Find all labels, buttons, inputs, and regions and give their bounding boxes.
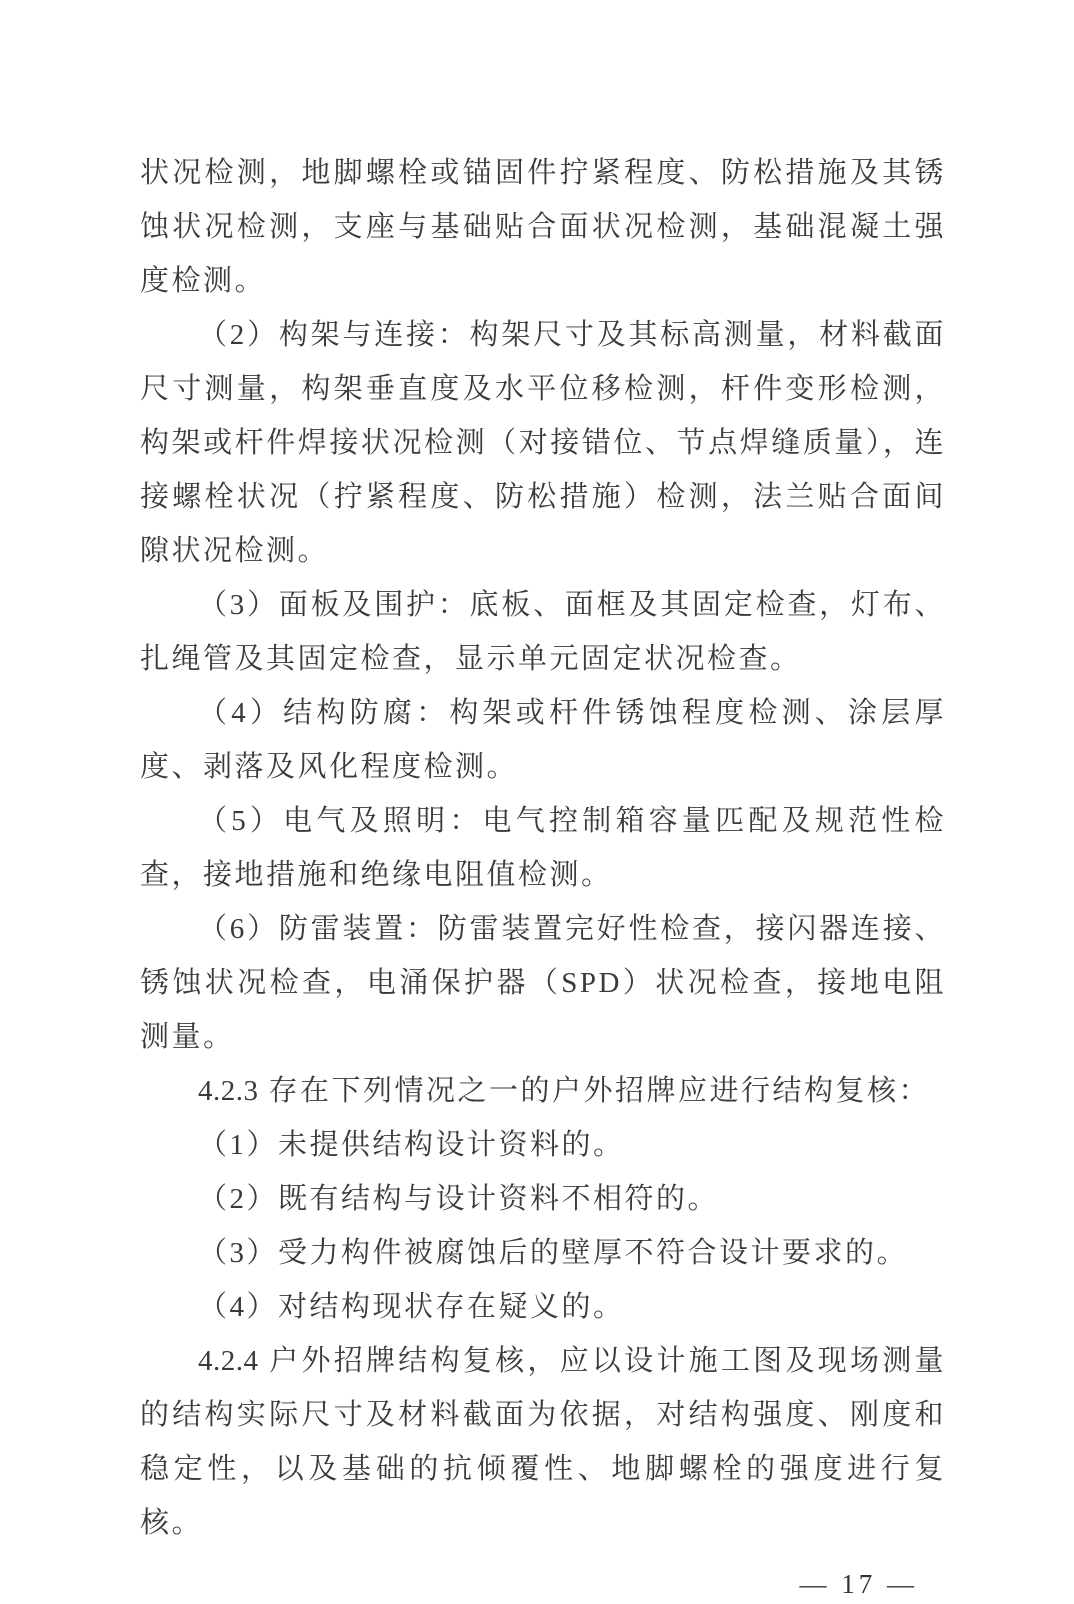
paragraph: [140, 1226, 946, 1280]
paragraph-text: （4）对结构现状存在疑义的。: [198, 1291, 625, 1323]
paragraph: [140, 308, 946, 578]
paragraph: [140, 1064, 946, 1118]
paragraph-text: （6）防雷装置：防雷装置完好性检查，接闪器连接、锈蚀状况检查，电涌保护器（SPD）状况检查，接地电阻测量。: [140, 913, 946, 1053]
paragraph: [140, 794, 946, 902]
paragraph: [140, 578, 946, 686]
paragraph-text: （4）结构防腐：构架或杆件锈蚀程度检测、涂层厚度、剥落及风化程度检测。: [140, 697, 946, 783]
section-number: 4.2.3: [198, 1075, 259, 1107]
paragraph-text: 户外招牌结构复核，应以设计施工图及现场测量的结构实际尺寸及材料截面为依据，对结构强度、刚度和稳定性，以及基础的抗倾覆性、地脚螺栓的强度进行复核。: [140, 1345, 946, 1539]
paragraph: [140, 902, 946, 1064]
paragraph: [140, 1334, 946, 1550]
paragraph: [140, 146, 946, 308]
paragraph-text: （1）未提供结构设计资料的。: [198, 1129, 625, 1161]
paragraph-text: （5）电气及照明：电气控制箱容量匹配及规范性检查，接地措施和绝缘电阻值检测。: [140, 805, 946, 891]
paragraph-text: 存在下列情况之一的户外招牌应进行结构复核：: [268, 1075, 931, 1107]
paragraph: [140, 686, 946, 794]
document-body: [140, 146, 946, 1550]
paragraph: [140, 1280, 946, 1334]
paragraph-text: （2）构架与连接：构架尺寸及其标高测量，材料截面尺寸测量，构架垂直度及水平位移检测，杆件变形检测，构架或杆件焊接状况检测（对接错位、节点焊缝质量），连接螺栓状况（拧紧程度、防松措施）检测，法兰贴合面间隙状况检测。: [140, 319, 946, 567]
paragraph: [140, 1118, 946, 1172]
section-number: 4.2.4: [198, 1345, 259, 1377]
paragraph-text: （3）受力构件被腐蚀后的壁厚不符合设计要求的。: [198, 1237, 909, 1269]
paragraph-text: 状况检测，地脚螺栓或锚固件拧紧程度、防松措施及其锈蚀状况检测，支座与基础贴合面状况检测，基础混凝土强度检测。: [140, 157, 946, 297]
paragraph-text: （3）面板及围护：底板、面框及其固定检查，灯布、扎绳管及其固定检查，显示单元固定状况检查。: [140, 589, 946, 675]
paragraph-text: （2）既有结构与设计资料不相符的。: [198, 1183, 720, 1215]
paragraph: [140, 1172, 946, 1226]
page-number: — 17 —: [799, 1569, 918, 1599]
